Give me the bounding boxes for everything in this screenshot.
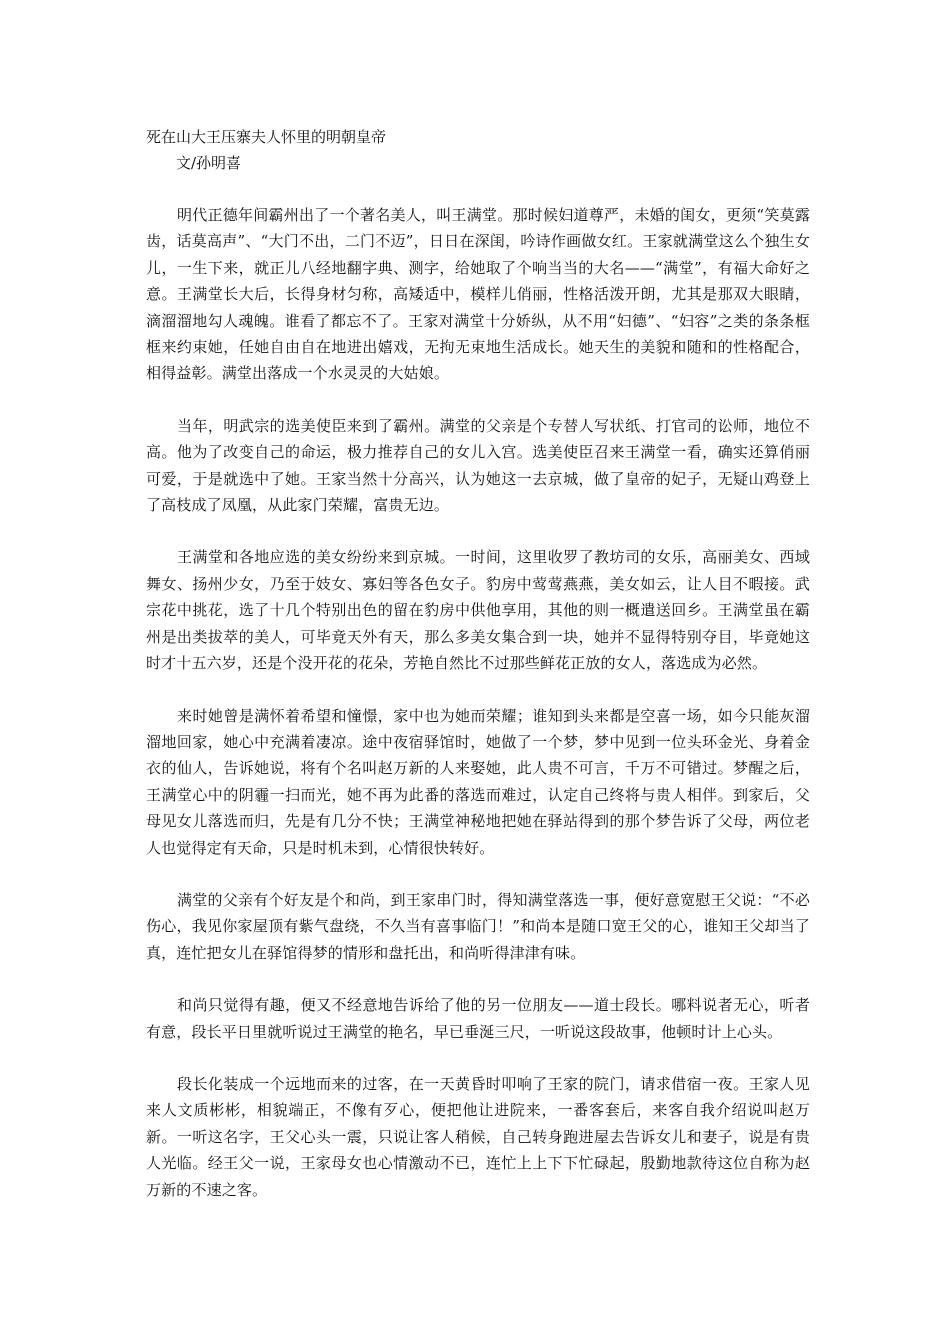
paragraph-4: 来时她曾是满怀着希望和憧憬，家中也为她而荣耀；谁知到头来都是空喜一场，如今只能灰溜溜地回家，她心中充满着凄凉。途中夜宿驿馆时，她做了一个梦，梦中见到一位头环金光、身着金衣的仙人，告诉她说，将有个名叫赵万新的人来娶她，此人贵不可言，千万不可错过。梦醒之后，王满堂心中的阴霾一扫而光，她不再为此番的落选而难过，认定自己终将与贵人相伴。到家后，父母见女儿落选而归，先是有几分不快；王满堂神秘地把她在驿站得到的那个梦告诉了父母，两位老人也觉得定有天命，只是时机未到，心情很快转好。 [146, 706, 810, 857]
paragraph-1: 明代正德年间霸州出了一个著名美人，叫王满堂。那时候妇道尊严，未婚的闺女，更须“笑莫露齿，话莫高声”、“大门不出，二门不迈”，日日在深闺，吟诗作画做女红。王家就满堂这么个独生女儿，一生下来，就正儿八经地翻字典、测字，给她取了个响当当的大名——“满堂”，有福大命好之意。王满堂长大后，长得身材匀称，高矮适中，模样儿俏丽，性格活泼开朗，尤其是那双大眼睛，滴溜溜地勾人魂魄。谁看了都忘不了。王家对满堂十分娇纵，从不用“妇德”、“妇容”之类的条条框框来约束她，任她自由自在地进出嬉戏，无拘无束地生活成长。她天生的美貌和随和的性格配合，相得益彰。满堂出落成一个水灵灵的大姑娘。 [146, 206, 810, 383]
paragraph-6: 和尚只觉得有趣，便又不经意地告诉给了他的另一位朋友——道士段长。哪料说者无心，听者有意，段长平日里就听说过王满堂的艳名，早已垂涎三尺，一听说这段故事，他顿时计上心头。 [146, 996, 810, 1041]
article-author: 文/孙明喜 [176, 154, 242, 172]
article-title: 死在山大王压寨夫人怀里的明朝皇帝 [146, 128, 387, 146]
paragraph-7: 段长化装成一个远地而来的过客，在一天黄昏时叩响了王家的院门，请求借宿一夜。王家人见来人文质彬彬，相貌端正，不像有歹心，便把他让进院来，一番客套后，来客自我介绍说叫赵万新。一听这名字，王父心头一震，只说让客人稍候，自己转身跑进屋去告诉女儿和妻子，说是有贵人光临。经王父一说，王家母女也心情激动不已，连忙上上下下忙碌起，殷勤地款待这位自称为赵万新的不速之客。 [146, 1074, 810, 1199]
paragraph-2: 当年，明武宗的选美使臣来到了霸州。满堂的父亲是个专替人写状纸、打官司的讼师，地位不高。他为了改变自己的命运，极力推荐自己的女儿入宫。选美使臣召来王满堂一看，确实还算俏丽可爱，于是就选中了她。王家当然十分高兴，认为她这一去京城，做了皇帝的妃子，无疑山鸡登上了高枝成了凤凰，从此家门荣耀，富贵无边。 [146, 416, 810, 515]
paragraph-3: 王满堂和各地应选的美女纷纷来到京城。一时间，这里收罗了教坊司的女乐，高丽美女、西域舞女、扬州少女，乃至于妓女、寡妇等各色女子。豹房中莺莺燕燕，美女如云，让人目不暇接。武宗花中挑花，选了十几个特别出色的留在豹房中供他享用，其他的则一概遣送回乡。王满堂虽在霸州是出类拔萃的美人，可毕竟天外有天，那么多美女集合到一块，她并不显得特别夺目，毕竟她这时才十五六岁，还是个没开花的花朵，芳艳自然比不过那些鲜花正放的女人，落选成为必然。 [146, 548, 810, 673]
article-body [146, 124, 810, 1203]
paragraph-5: 满堂的父亲有个好友是个和尚，到王家串门时，得知满堂落选一事，便好意宽慰王父说：“不必伤心，我见你家屋顶有紫气盘绕，不久当有喜事临门！”和尚本是随口宽王父的心，谁知王父却当了真，连忙把女儿在驿馆得梦的情形和盘托出，和尚听得津津有味。 [146, 890, 810, 962]
